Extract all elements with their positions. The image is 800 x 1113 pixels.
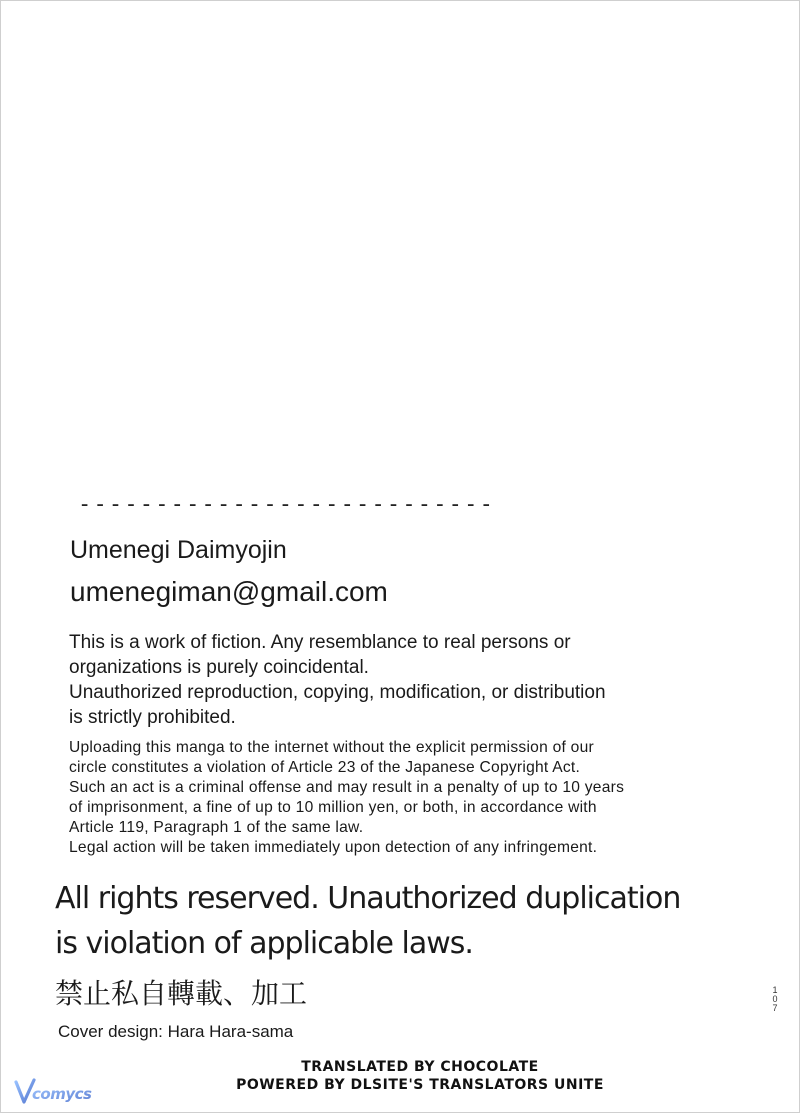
notice-line: This is a work of fiction. Any resemblance to real persons or [69,632,571,653]
page-number-digit: 1 [772,985,778,995]
svg-text:comycs: comycs [32,1085,92,1103]
legal-line: Legal action will be taken immediately upon detection of any infringement. [69,839,598,856]
page-number-digit: 7 [772,1003,778,1013]
legal-line: of imprisonment, a fine of up to 10 million yen, or both, in accordance with [69,799,597,816]
legal-line: Article 119, Paragraph 1 of the same law. [69,819,364,836]
vcomycs-watermark-logo [14,1078,104,1108]
rights-line: All rights reserved. Unauthorized duplication [55,881,681,916]
rights-reserved-statement [55,876,735,966]
legal-line: circle constitutes a violation of Article 23 of the Japanese Copyright Act. [69,759,581,776]
notice-line: Unauthorized reproduction, copying, modification, or distribution [69,682,606,703]
translation-credits [200,1058,640,1094]
notice-line: organizations is purely coincidental. [69,657,369,678]
cover-design-credit: Cover design: Hara Hara-sama [58,1022,294,1041]
legal-line: Uploading this manga to the internet without the explicit permission of our [69,739,594,756]
copyright-legal-notice [69,738,739,858]
fiction-notice [69,630,739,730]
notice-line: is strictly prohibited. [69,707,236,728]
japanese-prohibition-notice: 禁止私自轉載、加工 [55,978,308,1009]
author-name: Umenegi Daimyojin [70,536,287,564]
dashed-divider: --------------------------- [78,492,496,517]
author-email: umenegiman@gmail.com [70,576,388,607]
rights-line: is violation of applicable laws. [55,926,473,961]
powered-by-credit: POWERED BY DLSITE'S TRANSLATORS UNITE [236,1077,604,1093]
translated-by-credit: TRANSLATED BY CHOCOLATE [301,1059,539,1075]
legal-line: Such an act is a criminal offense and may result in a penalty of up to 10 years [69,779,625,796]
page-number [768,986,782,1013]
page-number-digit: 0 [772,994,778,1004]
